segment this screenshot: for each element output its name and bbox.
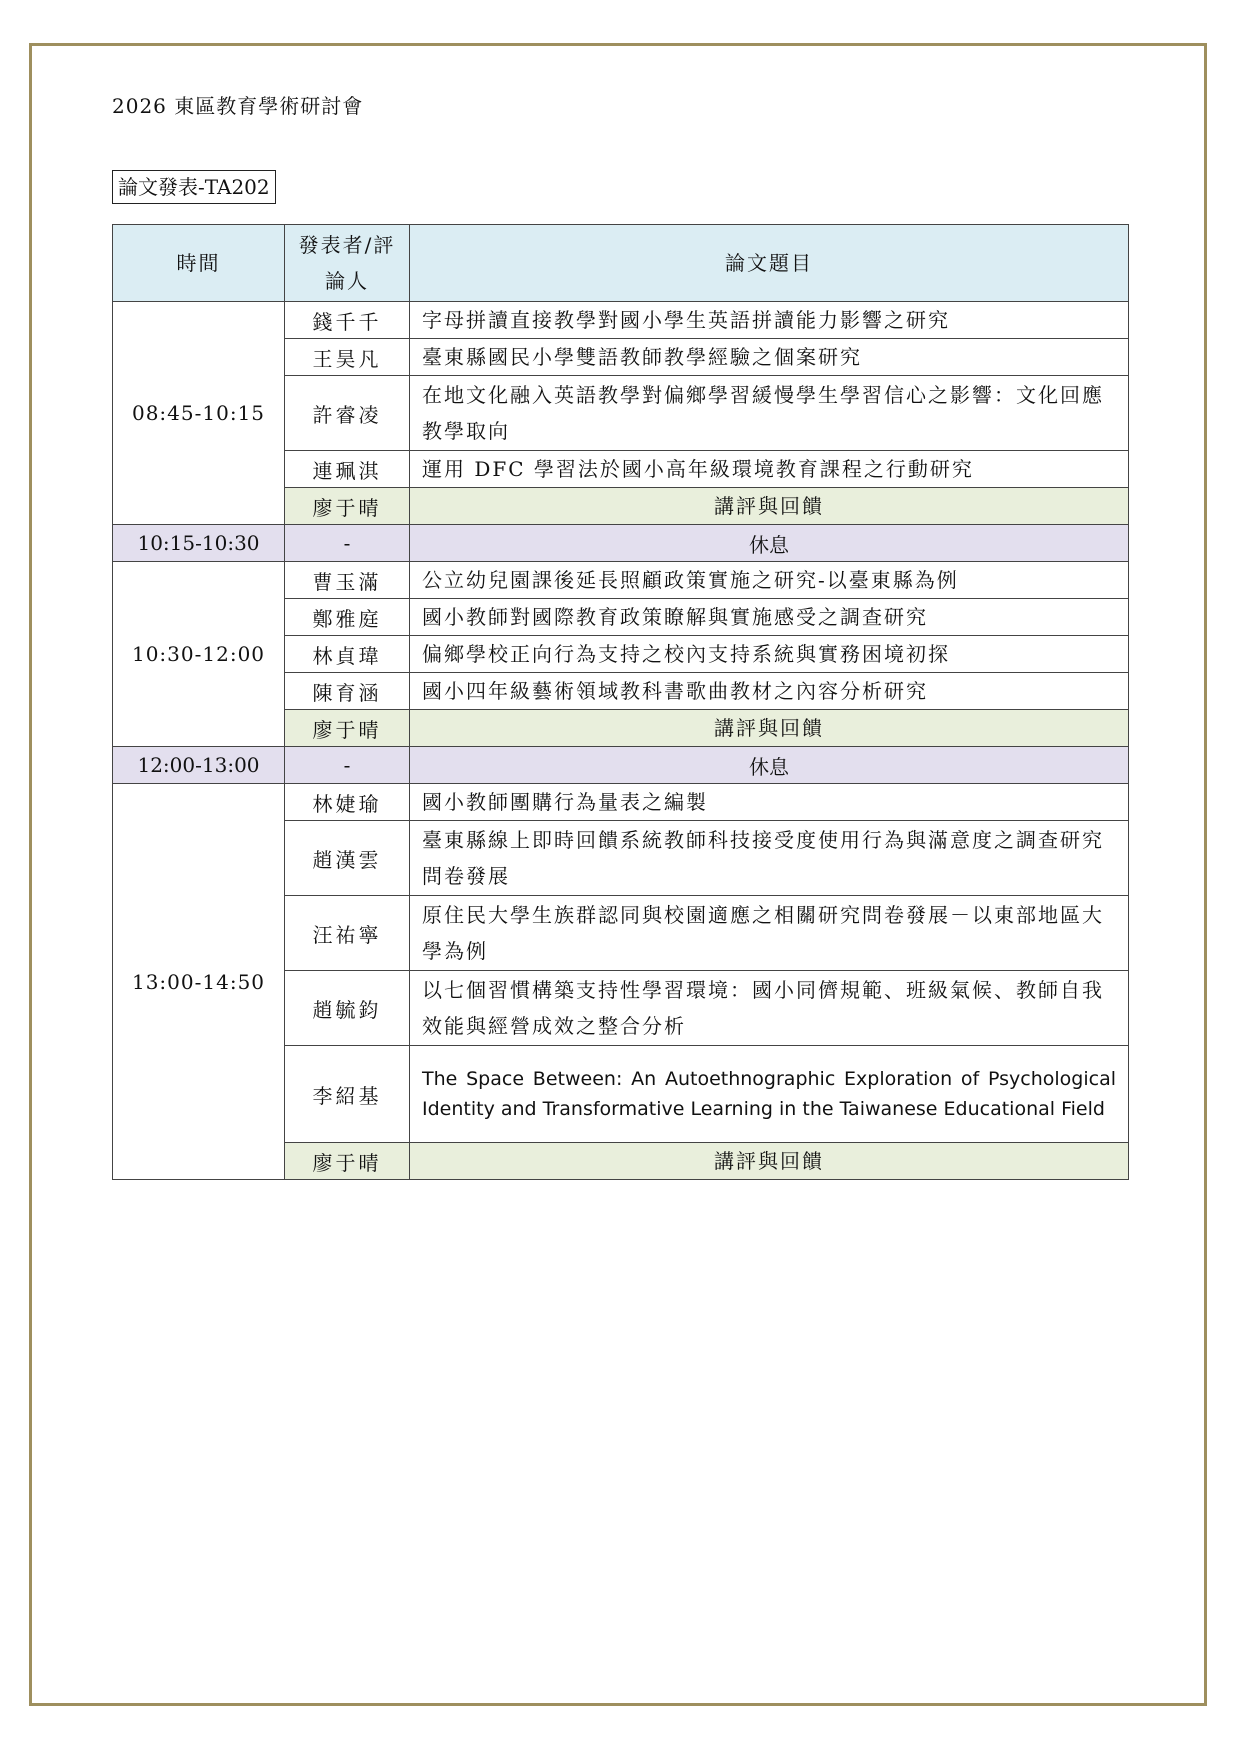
paper-title: 臺東縣國民小學雙語教師教學經驗之個案研究 [410, 339, 1129, 376]
paper-title: 偏鄉學校正向行為支持之校內支持系統與實務困境初探 [410, 636, 1129, 673]
paper-title: The Space Between: An Autoethnographic Exploration of Psychological Identity and Transformative Learning in the Taiwanese Educational Field [410, 1046, 1129, 1143]
paper-title: 國小教師對國際教育政策瞭解與實施感受之調查研究 [410, 599, 1129, 636]
presenter-name: 陳育涵 [285, 673, 410, 710]
paper-title: 公立幼兒園課後延長照顧政策實施之研究-以臺東縣為例 [410, 562, 1129, 599]
table-row [113, 784, 1129, 821]
header-time: 時間 [113, 225, 285, 302]
header-title: 論文題目 [410, 225, 1129, 302]
presenter-name: 曹玉滿 [285, 562, 410, 599]
presenter-name: 王昊凡 [285, 339, 410, 376]
break-time: 10:15-10:30 [113, 525, 285, 562]
table-row [113, 562, 1129, 599]
review-label: 講評與回饋 [410, 488, 1129, 525]
presenter-name: 許睿凌 [285, 376, 410, 451]
time-slot: 13:00-14:50 [113, 784, 285, 1180]
break-label: 休息 [410, 525, 1129, 562]
presenter-name: 錢千千 [285, 302, 410, 339]
break-row [113, 747, 1129, 784]
presenter-name: 汪祐寧 [285, 896, 410, 971]
paper-title: 字母拼讀直接教學對國小學生英語拼讀能力影響之研究 [410, 302, 1129, 339]
presenter-name: 連珮淇 [285, 451, 410, 488]
paper-title: 運用 DFC 學習法於國小高年級環境教育課程之行動研究 [410, 451, 1129, 488]
paper-title: 以七個習慣構築支持性學習環境：國小同儕規範、班級氣候、教師自我效能與經營成效之整合分析 [410, 971, 1129, 1046]
session-label: 論文發表-TA202 [112, 170, 276, 204]
presenter-name: 趙漢雲 [285, 821, 410, 896]
break-dash: - [285, 525, 410, 562]
review-label: 講評與回饋 [410, 710, 1129, 747]
reviewer-name: 廖于晴 [285, 1143, 410, 1180]
table-header-row [113, 225, 1129, 302]
header-presenter [285, 225, 410, 302]
presenter-name: 趙毓鈞 [285, 971, 410, 1046]
break-label: 休息 [410, 747, 1129, 784]
conference-title: 2026 東區教育學術研討會 [112, 94, 364, 118]
paper-title: 國小教師團購行為量表之編製 [410, 784, 1129, 821]
presenter-name: 鄭雅庭 [285, 599, 410, 636]
paper-title: 國小四年級藝術領域教科書歌曲教材之內容分析研究 [410, 673, 1129, 710]
break-dash: - [285, 747, 410, 784]
reviewer-name: 廖于晴 [285, 710, 410, 747]
reviewer-name: 廖于晴 [285, 488, 410, 525]
presenter-name: 林貞瑋 [285, 636, 410, 673]
schedule-table [112, 224, 1129, 1180]
presenter-name: 李紹基 [285, 1046, 410, 1143]
time-slot: 08:45-10:15 [113, 302, 285, 525]
time-slot: 10:30-12:00 [113, 562, 285, 747]
table-row [113, 302, 1129, 339]
presenter-name: 林婕瑜 [285, 784, 410, 821]
break-row [113, 525, 1129, 562]
paper-title: 在地文化融入英語教學對偏鄉學習緩慢學生學習信心之影響：文化回應教學取向 [410, 376, 1129, 451]
break-time: 12:00-13:00 [113, 747, 285, 784]
paper-title: 臺東縣線上即時回饋系統教師科技接受度使用行為與滿意度之調查研究問卷發展 [410, 821, 1129, 896]
paper-title: 原住民大學生族群認同與校園適應之相關研究問卷發展－以東部地區大學為例 [410, 896, 1129, 971]
header-presenter-label: 發表者/評論人 [298, 233, 396, 293]
review-label: 講評與回饋 [410, 1143, 1129, 1180]
